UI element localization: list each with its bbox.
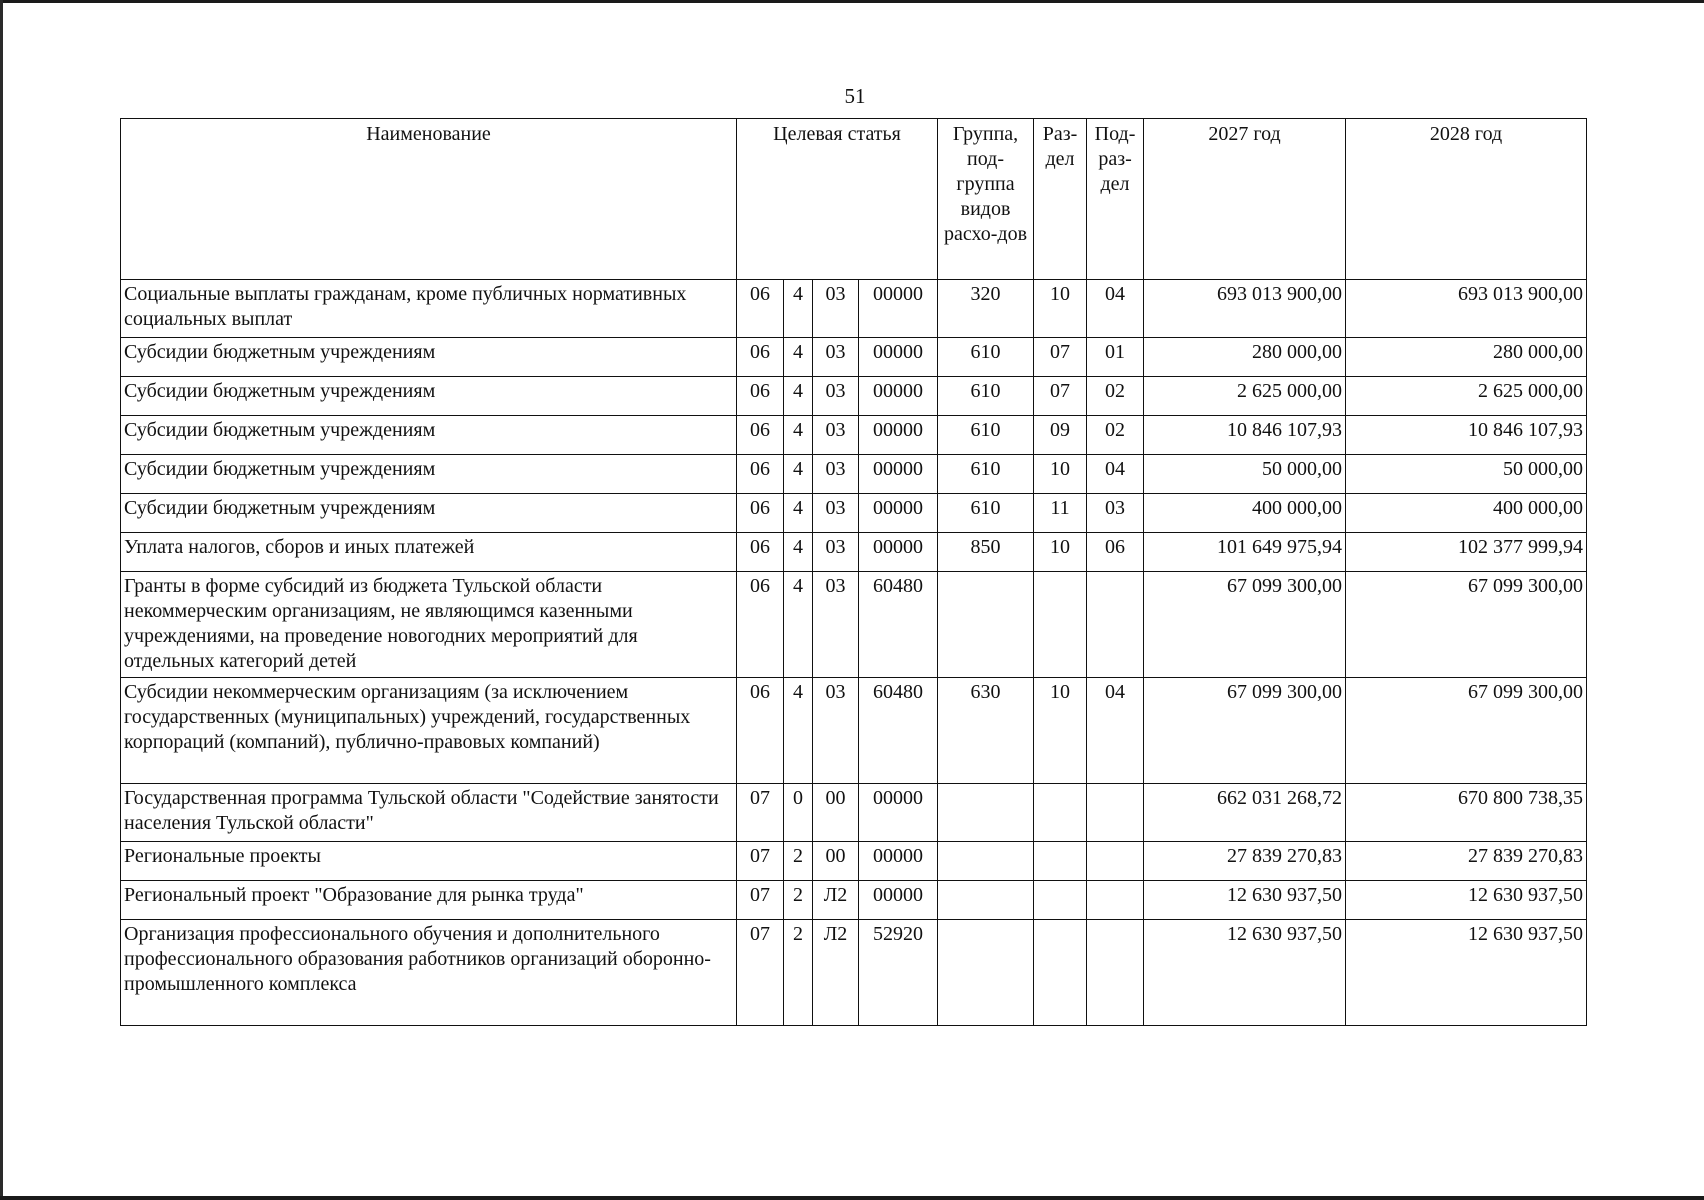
row-target-direction: 52920 [859, 920, 938, 1026]
row-section: 10 [1034, 533, 1087, 572]
row-target-program: 06 [737, 678, 784, 784]
row-subsection: 04 [1087, 280, 1144, 338]
row-name: Социальные выплаты гражданам, кроме публичных нормативных социальных выплат [121, 280, 737, 338]
table-row [121, 377, 1587, 416]
row-name: Региональный проект "Образование для рынка труда" [121, 881, 737, 920]
row-amount-2027: 10 846 107,93 [1144, 416, 1346, 455]
row-section: 11 [1034, 494, 1087, 533]
header-subsection: Под-раз-дел [1087, 119, 1144, 280]
row-expense-group [938, 572, 1034, 678]
row-target-subprogram: 4 [784, 455, 813, 494]
row-target-direction: 00000 [859, 842, 938, 881]
table-row [121, 280, 1587, 338]
row-target-event: 03 [813, 338, 859, 377]
row-section: 10 [1034, 678, 1087, 784]
row-target-program: 07 [737, 920, 784, 1026]
row-target-event: 00 [813, 842, 859, 881]
row-target-event: Л2 [813, 881, 859, 920]
table-header-row [121, 119, 1587, 280]
row-target-event: 03 [813, 455, 859, 494]
row-target-event: 03 [813, 416, 859, 455]
row-target-subprogram: 4 [784, 533, 813, 572]
row-expense-group [938, 784, 1034, 842]
row-expense-group [938, 920, 1034, 1026]
row-amount-2027: 2 625 000,00 [1144, 377, 1346, 416]
row-subsection: 02 [1087, 377, 1144, 416]
row-amount-2028: 67 099 300,00 [1346, 678, 1587, 784]
row-amount-2027: 50 000,00 [1144, 455, 1346, 494]
table-row [121, 416, 1587, 455]
row-target-subprogram: 4 [784, 494, 813, 533]
header-year-2027: 2027 год [1144, 119, 1346, 280]
row-target-subprogram: 4 [784, 572, 813, 678]
row-name: Субсидии бюджетным учреждениям [121, 416, 737, 455]
table-row [121, 784, 1587, 842]
row-target-event: 03 [813, 494, 859, 533]
row-amount-2028: 693 013 900,00 [1346, 280, 1587, 338]
row-subsection: 03 [1087, 494, 1144, 533]
budget-table [120, 118, 1587, 1026]
row-subsection: 02 [1087, 416, 1144, 455]
row-target-program: 06 [737, 280, 784, 338]
row-target-program: 06 [737, 455, 784, 494]
row-target-program: 06 [737, 533, 784, 572]
row-name: Региональные проекты [121, 842, 737, 881]
row-subsection [1087, 881, 1144, 920]
row-name: Гранты в форме субсидий из бюджета Тульской области некоммерческим организациям, не являющимся казенными учреждениями, на проведение новогодних мероприятий для отдельных категорий детей [121, 572, 737, 678]
row-expense-group: 610 [938, 377, 1034, 416]
row-section: 10 [1034, 455, 1087, 494]
row-amount-2027: 12 630 937,50 [1144, 920, 1346, 1026]
row-name: Государственная программа Тульской области "Содействие занятости населения Тульской области" [121, 784, 737, 842]
row-target-subprogram: 2 [784, 881, 813, 920]
scan-edge-top [0, 0, 1704, 3]
row-subsection [1087, 784, 1144, 842]
row-subsection: 06 [1087, 533, 1144, 572]
row-target-direction: 60480 [859, 678, 938, 784]
row-section [1034, 881, 1087, 920]
row-expense-group: 610 [938, 416, 1034, 455]
header-target-article: Целевая статья [737, 119, 938, 280]
row-target-event: 03 [813, 377, 859, 416]
row-target-subprogram: 2 [784, 842, 813, 881]
row-target-program: 07 [737, 784, 784, 842]
row-amount-2028: 670 800 738,35 [1346, 784, 1587, 842]
header-section: Раз-дел [1034, 119, 1087, 280]
table-row [121, 455, 1587, 494]
table-row [121, 842, 1587, 881]
row-amount-2028: 12 630 937,50 [1346, 920, 1587, 1026]
row-section: 07 [1034, 377, 1087, 416]
row-amount-2027: 693 013 900,00 [1144, 280, 1346, 338]
row-amount-2028: 67 099 300,00 [1346, 572, 1587, 678]
row-target-program: 06 [737, 416, 784, 455]
row-section [1034, 842, 1087, 881]
row-target-program: 06 [737, 572, 784, 678]
table-body [121, 280, 1587, 1026]
row-target-subprogram: 4 [784, 678, 813, 784]
row-target-subprogram: 4 [784, 280, 813, 338]
header-year-2028: 2028 год [1346, 119, 1587, 280]
table-row [121, 678, 1587, 784]
row-target-direction: 00000 [859, 377, 938, 416]
row-amount-2027: 101 649 975,94 [1144, 533, 1346, 572]
row-target-direction: 00000 [859, 416, 938, 455]
row-amount-2027: 27 839 270,83 [1144, 842, 1346, 881]
row-expense-group [938, 881, 1034, 920]
table-row [121, 533, 1587, 572]
row-name: Субсидии некоммерческим организациям (за исключением государственных (муниципальных) учреждений, государственных корпораций (компаний), публично-правовых компаний) [121, 678, 737, 784]
row-target-direction: 60480 [859, 572, 938, 678]
row-name: Субсидии бюджетным учреждениям [121, 455, 737, 494]
row-target-subprogram: 4 [784, 416, 813, 455]
row-expense-group [938, 842, 1034, 881]
row-target-event: 00 [813, 784, 859, 842]
row-target-direction: 00000 [859, 494, 938, 533]
row-amount-2027: 280 000,00 [1144, 338, 1346, 377]
row-target-program: 06 [737, 338, 784, 377]
row-target-direction: 00000 [859, 280, 938, 338]
row-target-program: 06 [737, 494, 784, 533]
row-target-event: 03 [813, 572, 859, 678]
table-row [121, 494, 1587, 533]
row-target-event: 03 [813, 678, 859, 784]
row-name: Субсидии бюджетным учреждениям [121, 338, 737, 377]
row-amount-2028: 27 839 270,83 [1346, 842, 1587, 881]
row-amount-2028: 50 000,00 [1346, 455, 1587, 494]
row-section: 07 [1034, 338, 1087, 377]
page-number: 51 [844, 84, 866, 108]
row-target-direction: 00000 [859, 881, 938, 920]
row-subsection [1087, 920, 1144, 1026]
row-amount-2028: 400 000,00 [1346, 494, 1587, 533]
row-expense-group: 610 [938, 494, 1034, 533]
row-subsection [1087, 572, 1144, 678]
row-target-program: 07 [737, 881, 784, 920]
row-subsection: 04 [1087, 455, 1144, 494]
header-name: Наименование [121, 119, 737, 280]
scan-edge-bottom [0, 1196, 1704, 1200]
row-expense-group: 850 [938, 533, 1034, 572]
row-name: Уплата налогов, сборов и иных платежей [121, 533, 737, 572]
row-name: Организация профессионального обучения и дополнительного профессионального образования работников организаций оборонно-промышленного комплекса [121, 920, 737, 1026]
row-amount-2028: 280 000,00 [1346, 338, 1587, 377]
row-section: 10 [1034, 280, 1087, 338]
row-section [1034, 784, 1087, 842]
table-row [121, 920, 1587, 1026]
table-row [121, 338, 1587, 377]
row-target-subprogram: 2 [784, 920, 813, 1026]
row-subsection: 01 [1087, 338, 1144, 377]
row-amount-2028: 2 625 000,00 [1346, 377, 1587, 416]
row-target-program: 07 [737, 842, 784, 881]
row-target-subprogram: 4 [784, 377, 813, 416]
row-target-direction: 00000 [859, 784, 938, 842]
row-name: Субсидии бюджетным учреждениям [121, 494, 737, 533]
row-expense-group: 610 [938, 338, 1034, 377]
row-amount-2027: 400 000,00 [1144, 494, 1346, 533]
row-amount-2028: 10 846 107,93 [1346, 416, 1587, 455]
row-expense-group: 320 [938, 280, 1034, 338]
row-expense-group: 630 [938, 678, 1034, 784]
row-target-event: 03 [813, 280, 859, 338]
row-amount-2027: 12 630 937,50 [1144, 881, 1346, 920]
row-section [1034, 572, 1087, 678]
row-target-subprogram: 4 [784, 338, 813, 377]
row-subsection: 04 [1087, 678, 1144, 784]
row-subsection [1087, 842, 1144, 881]
row-target-direction: 00000 [859, 338, 938, 377]
row-target-direction: 00000 [859, 455, 938, 494]
row-target-event: 03 [813, 533, 859, 572]
header-expense-group: Группа, под-группа видов расхо-дов [938, 119, 1034, 280]
row-amount-2027: 67 099 300,00 [1144, 678, 1346, 784]
table-row [121, 881, 1587, 920]
row-section [1034, 920, 1087, 1026]
row-amount-2028: 102 377 999,94 [1346, 533, 1587, 572]
row-name: Субсидии бюджетным учреждениям [121, 377, 737, 416]
row-expense-group: 610 [938, 455, 1034, 494]
row-amount-2027: 67 099 300,00 [1144, 572, 1346, 678]
row-target-direction: 00000 [859, 533, 938, 572]
row-amount-2028: 12 630 937,50 [1346, 881, 1587, 920]
row-target-subprogram: 0 [784, 784, 813, 842]
row-amount-2027: 662 031 268,72 [1144, 784, 1346, 842]
scan-edge-left [0, 0, 3, 1200]
table-row [121, 572, 1587, 678]
row-section: 09 [1034, 416, 1087, 455]
row-target-program: 06 [737, 377, 784, 416]
row-target-event: Л2 [813, 920, 859, 1026]
